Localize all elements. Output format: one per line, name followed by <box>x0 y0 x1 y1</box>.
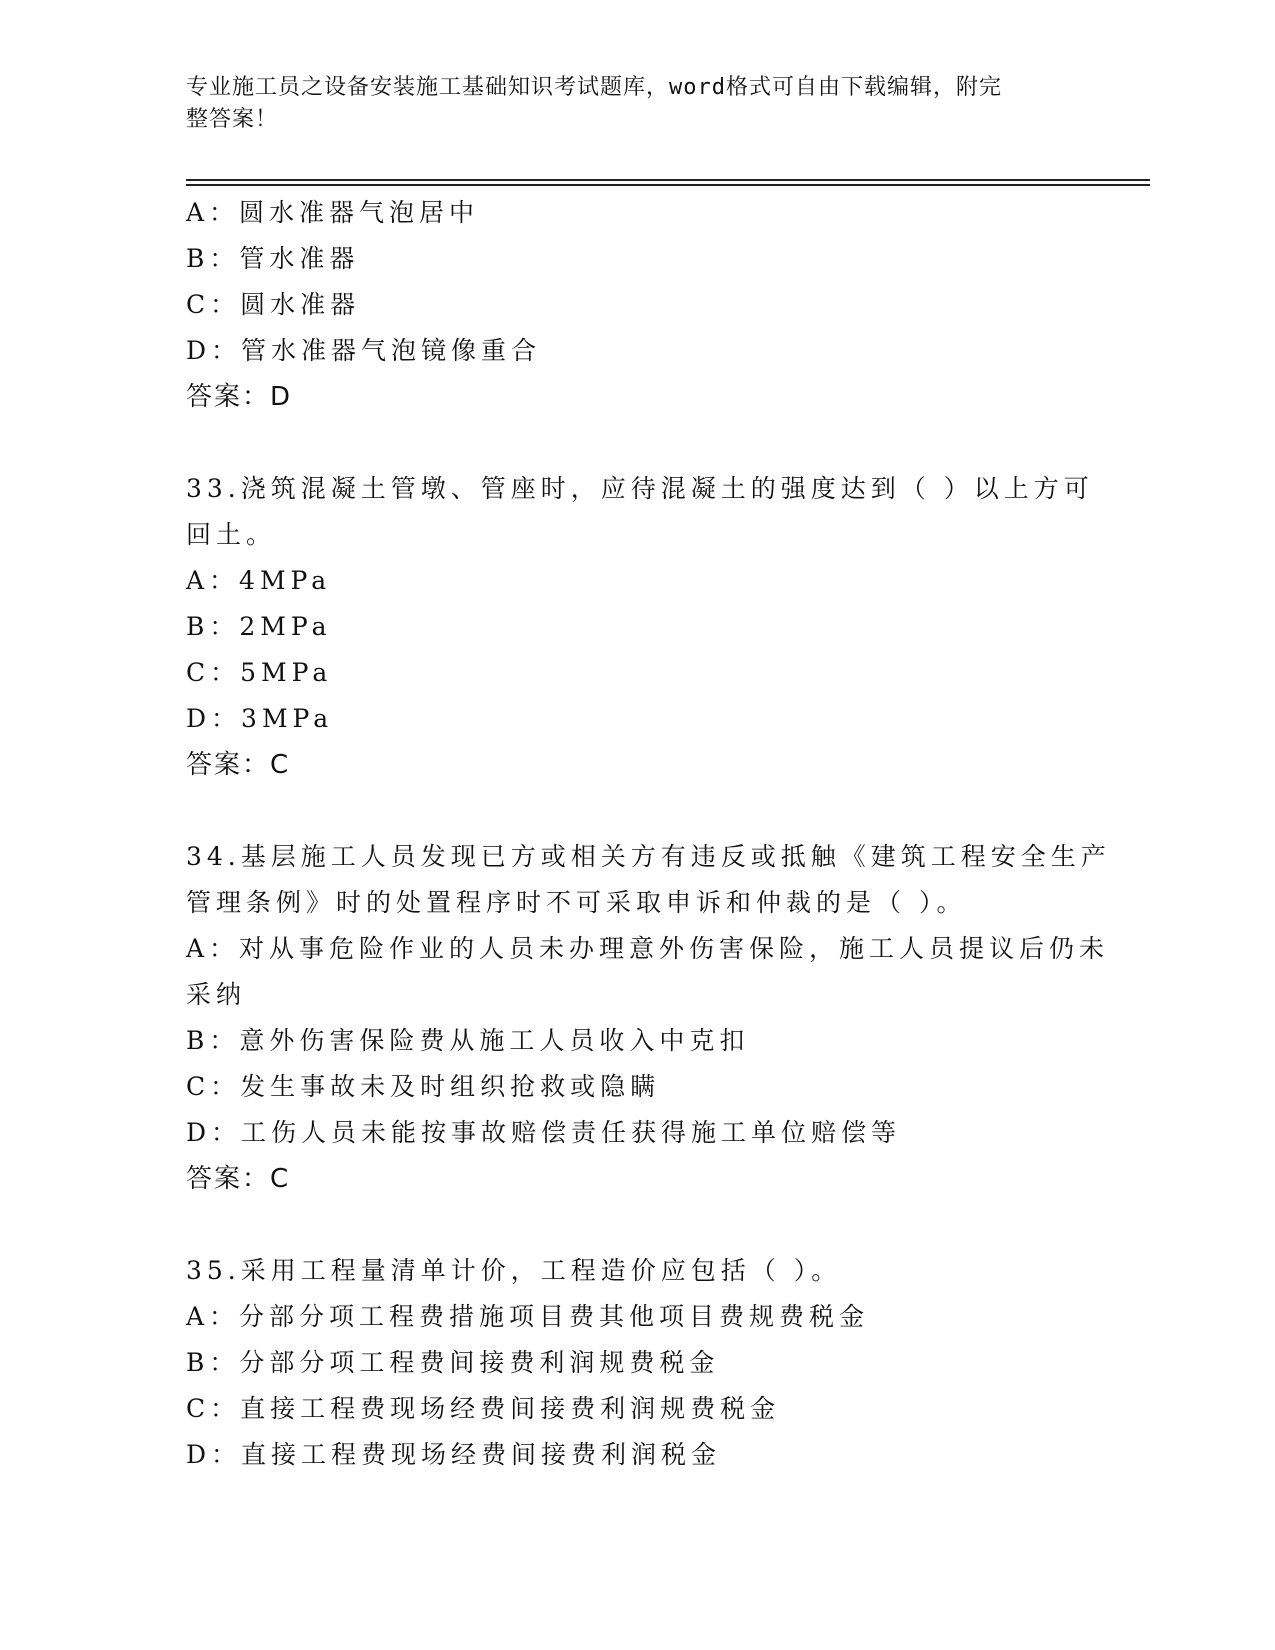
option-a: A：圆水准器气泡居中 <box>186 198 480 227</box>
header-line-1: 专业施工员之设备安装施工基础知识考试题库，word格式可自由下载编辑，附完 <box>186 75 1002 100</box>
option-d: D：管水准器气泡镜像重合 <box>186 336 542 365</box>
option-c: C：5MPa <box>186 658 333 687</box>
header-divider-top <box>186 179 1150 181</box>
question-stem-line-2: 回土。 <box>186 520 277 549</box>
answer: 答案：D <box>186 382 293 412</box>
header-divider-bottom <box>186 184 1150 186</box>
question-stem-line-2: 管理条例》时的处置程序时不可采取申诉和仲裁的是（ ）。 <box>186 888 967 917</box>
question-stem: 35.采用工程量清单计价，工程造价应包括（ ）。 <box>186 1256 842 1285</box>
spacer <box>186 420 1086 466</box>
answer: 答案：C <box>186 1164 291 1194</box>
question-33 <box>186 466 1094 788</box>
option-a-line-1: A：对从事危险作业的人员未办理意外伤害保险，施工人员提议后仍未 <box>186 934 1110 963</box>
option-c: C：直接工程费现场经费间接费利润规费税金 <box>186 1394 781 1423</box>
question-stem-line-1: 34.基层施工人员发现已方或相关方有违反或抵触《建筑工程安全生产 <box>186 842 1111 871</box>
question-stem-line-1: 33.浇筑混凝土管墩、管座时，应待混凝土的强度达到（ ）以上方可 <box>186 474 1094 503</box>
option-a: A：4MPa <box>186 566 332 595</box>
question-35 <box>186 1248 1086 1478</box>
option-a: A：分部分项工程费措施项目费其他项目费规费税金 <box>186 1302 870 1331</box>
option-c: C：发生事故未及时组织抢救或隐瞒 <box>186 1072 661 1101</box>
header-line-2: 整答案！ <box>186 107 279 132</box>
option-b: B：分部分项工程费间接费利润规费税金 <box>186 1348 720 1377</box>
option-c: C：圆水准器 <box>186 290 361 319</box>
spacer <box>186 1202 1086 1248</box>
option-d: D：工伤人员未能按事故赔偿责任获得施工单位赔偿等 <box>186 1118 902 1147</box>
option-b: B：管水准器 <box>186 244 360 273</box>
question-list <box>186 190 1111 1478</box>
document-header <box>186 72 1056 136</box>
option-d: D：直接工程费现场经费间接费利润税金 <box>186 1440 722 1469</box>
option-d: D：3MPa <box>186 704 334 733</box>
option-b: B：2MPa <box>186 612 332 641</box>
spacer <box>186 788 1086 834</box>
answer: 答案：C <box>186 750 291 780</box>
question-34 <box>186 834 1111 1202</box>
option-b: B：意外伤害保险费从施工人员收入中克扣 <box>186 1026 750 1055</box>
question-32 <box>186 190 1086 420</box>
option-a-line-2: 采纳 <box>186 980 247 1009</box>
